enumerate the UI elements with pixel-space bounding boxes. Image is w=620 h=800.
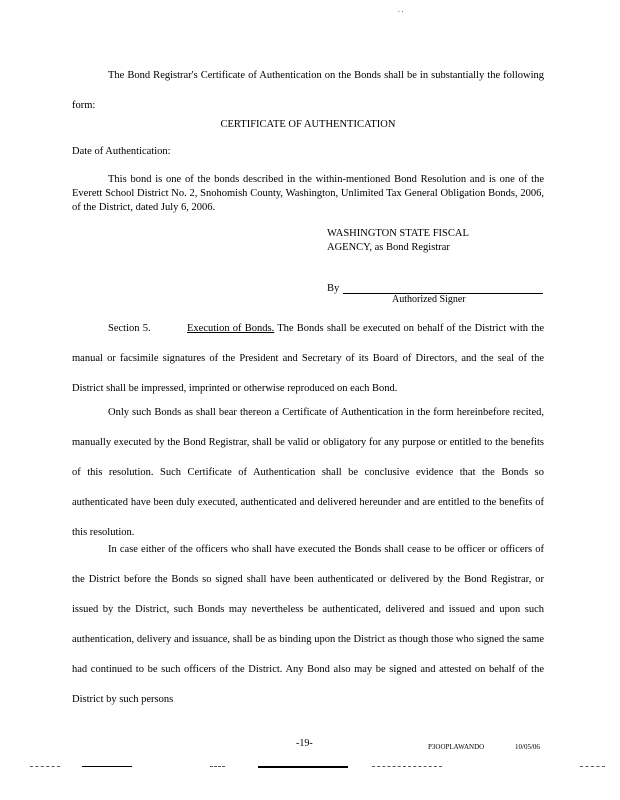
footer-mark — [30, 766, 60, 767]
date-of-authentication: Date of Authentication: — [72, 146, 171, 157]
footer-mark — [580, 766, 605, 767]
registrar-agency-line1: WASHINGTON STATE FISCAL — [327, 228, 469, 239]
authentication-paragraph: Only such Bonds as shall bear thereon a Certificate of Authentication in the form hereinbefore recited, manually executed by the Bond Registrar, shall be valid or obligatory for any purpose or entitled to the benefits of this resolution. Such Certificate of Authentication shall be conclusive evidence that the Bonds so authenticated have been duly executed, authenticated and delivered hereunder and are entitled to the benefits of this resolution. — [72, 407, 544, 538]
footer-doc-number: 10/05/06 — [515, 743, 540, 751]
authorized-signer-label: Authorized Signer — [392, 294, 466, 305]
intro-paragraph: The Bond Registrar's Certificate of Authentication on the Bonds shall be in substantially the following form: — [72, 70, 544, 111]
footer-mark — [372, 766, 442, 767]
officers-paragraph: In case either of the officers who shall have executed the Bonds shall cease to be officer or officers of the District before the Bonds so signed shall have been authenticated or delivered by the Bond Registrar, or issued by the District, such Bonds may nevertheless be authenticated, delivered and issued and upon such authentication, delivery and issuance, shall be as binding upon the District as though those who signed the same had continued to be such officers of the District. Any Bond also may be signed and attested on behalf of the District by such persons — [72, 544, 544, 705]
section-5-title: Execution of Bonds. — [187, 323, 275, 334]
footer-mark — [82, 766, 132, 767]
footer-mark — [258, 766, 348, 768]
header-marks: . . — [398, 6, 404, 14]
registrar-block — [327, 227, 469, 255]
section-5-heading: Section 5. — [108, 323, 151, 334]
footer-doc-id: P3OOPLAWANDO — [428, 743, 485, 751]
page-number: -19- — [296, 738, 313, 749]
certificate-title: CERTIFICATE OF AUTHENTICATION — [220, 119, 396, 130]
registrar-agency-line2: AGENCY, as Bond Registrar — [327, 242, 450, 253]
certificate-body: This bond is one of the bonds described in the within-mentioned Bond Resolution and is one of the Everett School District No. 2, Snohomish County, Washington, Unlimited Tax General Obligation Bonds, 2006, of the District, dated July 6, 2006. — [72, 174, 544, 213]
by-label: By — [327, 283, 340, 294]
section-5-text: The Bonds shall be executed on behalf of the District with the manual or facsimile signatures of the President and Secretary of its Board of Directors, and the seal of the District shall be impressed, imprinted or otherwise reproduced on each Bond. — [72, 323, 545, 394]
footer-mark — [210, 766, 225, 767]
section-5-paragraph — [72, 314, 544, 404]
